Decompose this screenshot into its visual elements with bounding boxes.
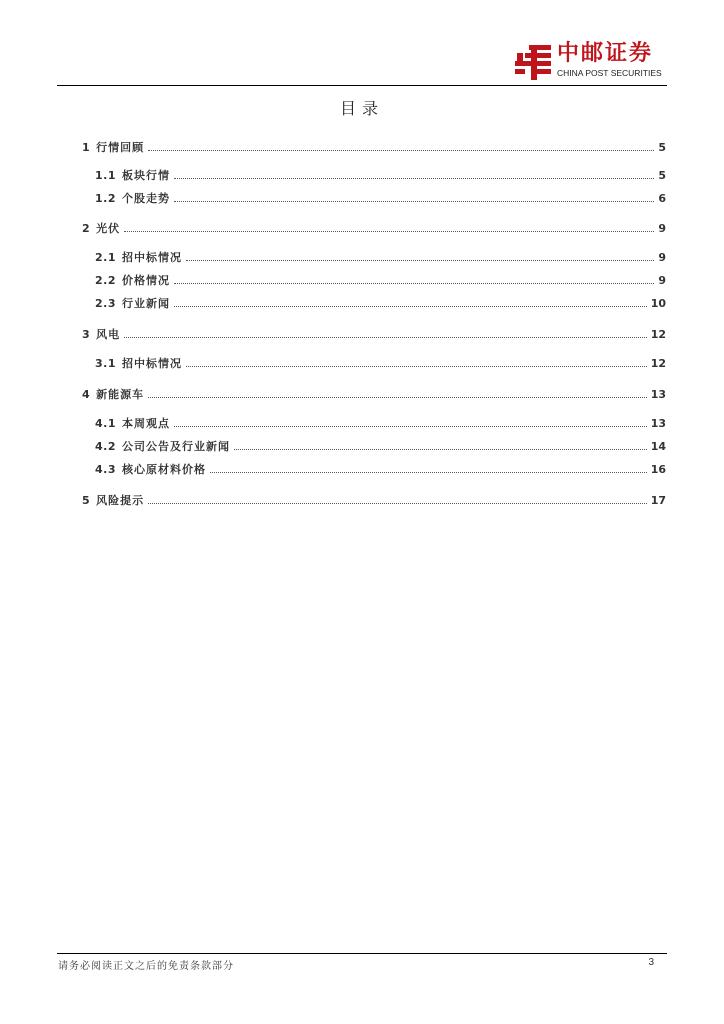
toc-entry[interactable] xyxy=(95,440,666,454)
toc-entry-number: 3.1 xyxy=(95,357,116,370)
toc-entry-page: 12 xyxy=(650,328,666,341)
dot-leader xyxy=(174,283,654,284)
toc-entry[interactable] xyxy=(95,357,666,371)
dot-leader xyxy=(186,366,647,367)
toc-entry-page: 17 xyxy=(650,494,666,507)
dot-leader xyxy=(234,449,647,450)
toc-entry-number: 2.1 xyxy=(95,251,116,264)
toc-entry[interactable] xyxy=(95,463,666,477)
dot-leader xyxy=(174,201,654,202)
toc-entry[interactable] xyxy=(95,274,666,288)
toc-entry[interactable] xyxy=(82,388,666,402)
toc-entry[interactable] xyxy=(95,251,666,265)
toc-entry-page: 5 xyxy=(658,141,666,154)
toc-entry-label: 公司公告及行业新闻 xyxy=(122,440,230,453)
footer-page-number: 3 xyxy=(648,957,654,968)
toc-entry[interactable] xyxy=(82,328,666,342)
toc-entry-label: 行业新闻 xyxy=(122,297,170,310)
toc-entry-page: 13 xyxy=(650,417,666,430)
dot-leader xyxy=(210,472,647,473)
toc-entry-page: 6 xyxy=(658,192,666,205)
toc-entry-number: 4 xyxy=(82,388,91,401)
toc-entry-label: 行情回顾 xyxy=(96,141,145,154)
toc-entry-number: 1 xyxy=(82,141,91,154)
page-header xyxy=(0,0,724,86)
toc-entry-number: 2 xyxy=(82,222,91,235)
dot-leader xyxy=(174,426,647,427)
toc-entry-page: 14 xyxy=(650,440,666,453)
toc-entry-label: 板块行情 xyxy=(122,169,170,182)
toc-entry[interactable] xyxy=(82,494,666,508)
dot-leader xyxy=(148,397,647,398)
toc-entry-number: 3 xyxy=(82,328,91,341)
dot-leader xyxy=(174,178,654,179)
toc-entry-number: 1.2 xyxy=(95,192,116,205)
toc-entry-page: 13 xyxy=(650,388,666,401)
toc-entry-number: 4.1 xyxy=(95,417,116,430)
toc-entry-page: 9 xyxy=(658,251,666,264)
toc-entry-page: 16 xyxy=(650,463,666,476)
footer-disclaimer: 请务必阅读正文之后的免责条款部分 xyxy=(58,961,234,972)
toc-entry-label: 招中标情况 xyxy=(122,357,182,370)
brand-name-cn: 中邮证券 xyxy=(557,41,654,66)
toc-entry-label: 光伏 xyxy=(96,222,121,235)
dot-leader xyxy=(186,260,654,261)
brand-name-en: CHINA POST SECURITIES xyxy=(557,68,662,78)
toc-entry-page: 5 xyxy=(658,169,666,182)
header-divider xyxy=(57,85,667,86)
toc-entry-page: 9 xyxy=(658,274,666,287)
dot-leader xyxy=(148,503,647,504)
toc-entry[interactable] xyxy=(95,297,666,311)
toc-entry-number: 2.3 xyxy=(95,297,116,310)
china-post-securities-logo-icon xyxy=(513,43,553,81)
toc-entry[interactable] xyxy=(82,141,666,155)
dot-leader xyxy=(174,306,647,307)
toc-entry-label: 风险提示 xyxy=(96,494,145,507)
toc-entry-number: 4.2 xyxy=(95,440,116,453)
toc-entry-number: 2.2 xyxy=(95,274,116,287)
toc-entry-page: 9 xyxy=(658,222,666,235)
toc-entry[interactable] xyxy=(95,192,666,206)
toc-entry-number: 5 xyxy=(82,494,91,507)
toc-entry-label: 风电 xyxy=(96,328,121,341)
dot-leader xyxy=(148,150,654,151)
toc-title: 目录 xyxy=(339,99,384,118)
toc-entry-number: 4.3 xyxy=(95,463,116,476)
toc-entry-number: 1.1 xyxy=(95,169,116,182)
toc-entry[interactable] xyxy=(95,417,666,431)
toc-entry-label: 新能源车 xyxy=(96,388,145,401)
toc-entry-label: 招中标情况 xyxy=(122,251,182,264)
dot-leader xyxy=(124,231,654,232)
toc-entry-label: 本周观点 xyxy=(122,417,170,430)
toc-entry-page: 10 xyxy=(650,297,666,310)
toc-entry-label: 核心原材料价格 xyxy=(122,463,206,476)
dot-leader xyxy=(124,337,647,338)
toc-entry[interactable] xyxy=(82,222,666,236)
footer-divider xyxy=(57,953,667,954)
toc-entry[interactable] xyxy=(95,169,666,183)
toc-entry-page: 12 xyxy=(650,357,666,370)
toc-entry-label: 价格情况 xyxy=(122,274,170,287)
toc-entry-label: 个股走势 xyxy=(122,192,170,205)
